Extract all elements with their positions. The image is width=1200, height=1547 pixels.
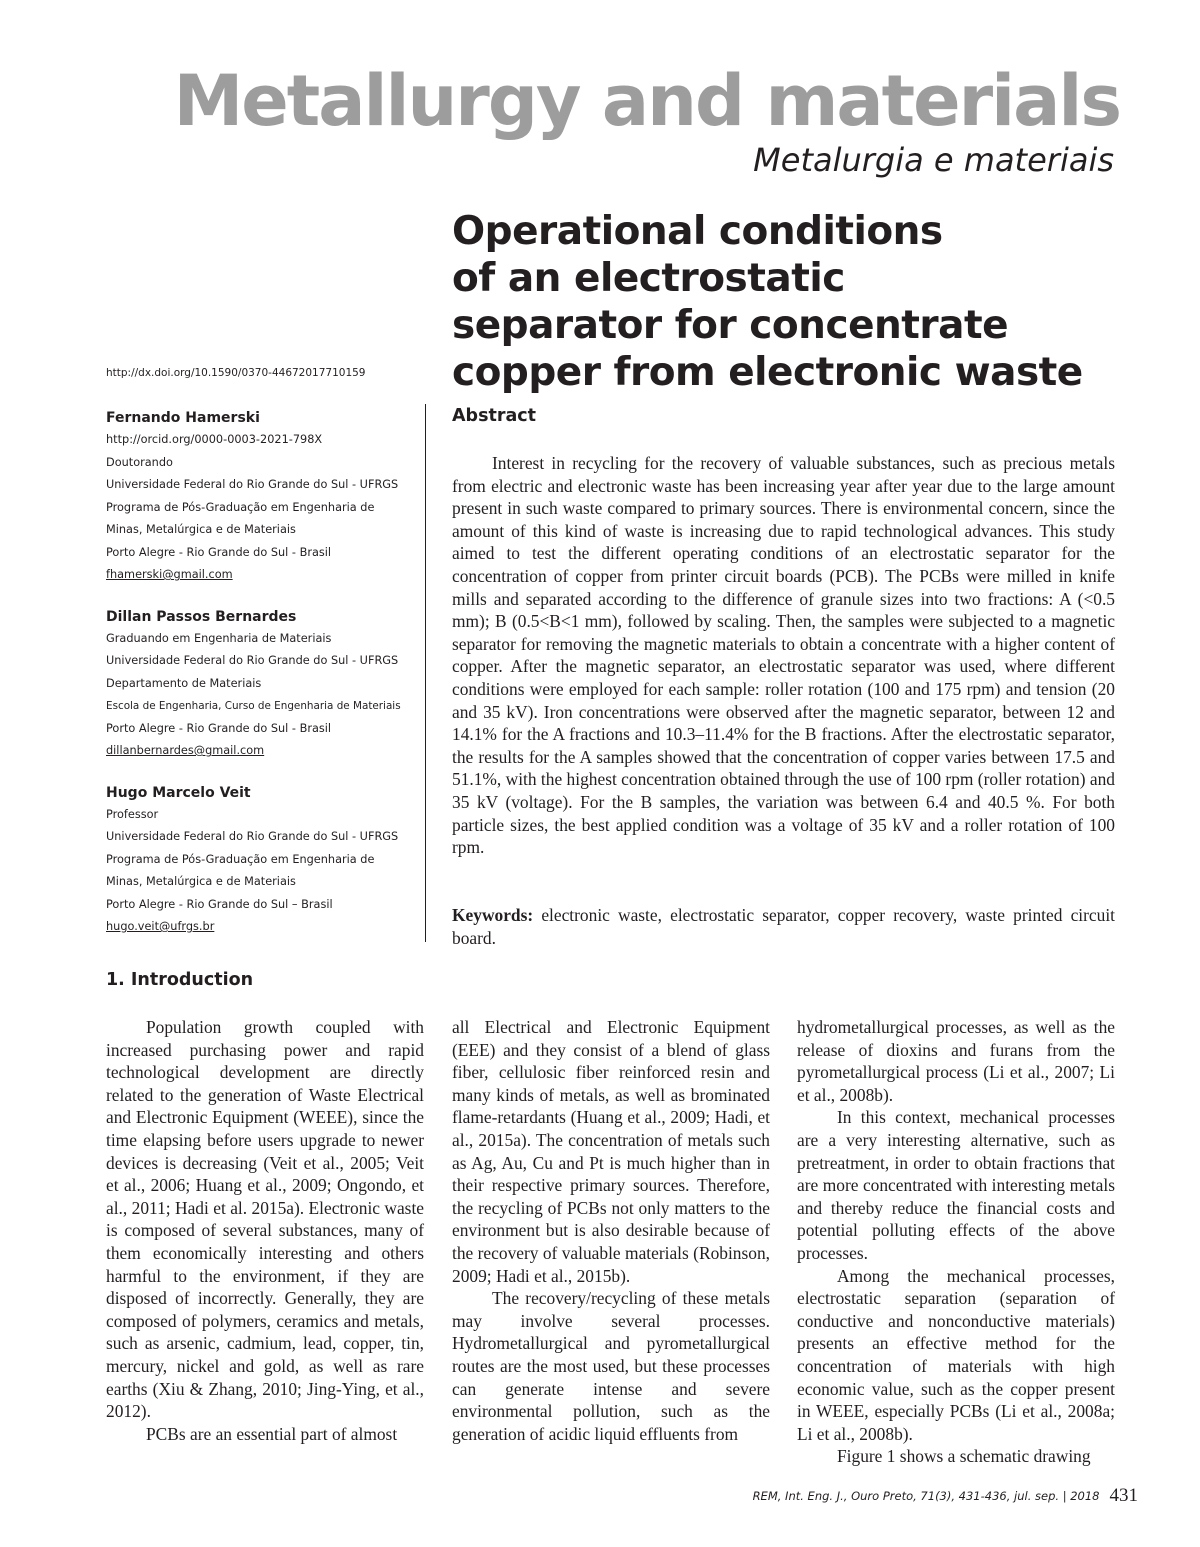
- author-affiliation-line: Porto Alegre - Rio Grande do Sul - Brasil: [106, 545, 332, 559]
- author-name: Fernando Hamerski: [106, 410, 260, 426]
- author-affiliation-line: Minas, Metalúrgica e de Materiais: [106, 875, 296, 888]
- column-divider: [425, 404, 426, 942]
- body-column-1: [106, 1016, 424, 1445]
- body-paragraph: all Electrical and Electronic Equipment (EEE) and they consist of a blend of glass fiber, cellulosic fiber reinforced resin and many kinds of metals, as well as brominated flame-retardants (Huang et al., 2009; Hadi, et al., 2015a). The concentration of metals such as Ag, Au, Cu and Pt is much higher than in their respective primary sources. Therefore, the recycling of PCBs not only matters to the environment but is also desirable because of the recovery of valuable materials (Robinson, 2009; Hadi et al., 2015b).: [452, 1017, 770, 1286]
- author-affiliation-line: Escola de Engenharia, Curso de Engenharia de Materiais: [106, 700, 401, 712]
- author-list: [106, 407, 424, 958]
- author-affiliation-line: Graduando em Engenharia de Materiais: [106, 631, 332, 645]
- doi-link[interactable]: http://dx.doi.org/10.1590/0370-44672017710159: [106, 367, 366, 379]
- author-email-link[interactable]: dillanbernardes@gmail.com: [106, 744, 265, 757]
- abstract-text: Interest in recycling for the recovery of valuable substances, such as precious metals from electric and electronic waste has been increasing year after year due to the large amount present in such waste compared to primary sources. There is environmental concern, since the amount of this kind of waste is increasing due to rapid technological advances. This study aimed to test the different operating conditions of an electrostatic separator for the concentration of copper from printer circuit boards (PCB). The PCBs were milled in knife mills and separated according to the difference of granule sizes into two fractions: A (<0.5 mm); B (0.5<B<1 mm), followed by scaling. Then, the samples were subjected to a magnetic separator for removing the magnetic materials to obtain a concentrate with a higher content of copper. After the magnetic separator, an electrostatic separator was used, where different conditions were employed for each sample: roller rotation (100 and 175 rpm) and tension (20 and 35 kV). Iron concentrations were observed after the magnetic separator, between 12 and 14.1% for the A fractions and 10.3–11.4% for the B fractions. After the electrostatic separator, the results for the A samples showed that the concentration of copper varies between 17.5 and 51.1%, with the highest concentration obtained through the use of 100 rpm (roller rotation) and 35 kV (voltage). For the B samples, the variation was between 6.4 and 40.5 %. For both particle sizes, the best applied condition was a voltage of 35 kV and a roller rotation of 100 rpm.: [452, 453, 1115, 858]
- body-column-3: [797, 1016, 1115, 1468]
- body-paragraph: Among the mechanical processes, electrostatic separation (separation of conductive and nonconductive materials) presents an effective method for the concentration of materials with high economic value, such as the copper present in WEEE, especially PCBs (Li et al., 2008a; Li et al., 2008b).: [797, 1265, 1115, 1444]
- author-block: [106, 782, 424, 939]
- page-footer: [600, 1485, 1138, 1507]
- keywords-text: electronic waste, electrostatic separator, copper recovery, waste printed circuit board.: [452, 905, 1115, 948]
- introduction-heading: 1. Introduction: [106, 970, 254, 990]
- author-block: [106, 606, 424, 763]
- journal-section-title: Metallurgy and materials: [173, 60, 1120, 142]
- author-affiliation-line: Programa de Pós-Graduação em Engenharia de: [106, 500, 375, 514]
- body-paragraph: Population growth coupled with increased purchasing power and rapid technological development are directly related to the generation of Waste Electrical and Electronic Equipment (WEEE), since the time elapsing before users upgrade to newer devices is decreasing (Veit et al., 2005; Veit et al., 2006; Huang et al., 2009; Ongondo, et al., 2011; Hadi et al. 2015a). Electronic waste is composed of several substances, many of them economically interesting and others harmful to the environment, if they are disposed of incorrectly. Generally, they are composed of polymers, ceramics and metals, such as arsenic, cadmium, lead, copper, tin, mercury, nickel and gold, as well as rare earths (Xiu & Zhang, 2010; Jing-Ying, et al., 2012).: [106, 1017, 424, 1422]
- page-number: 431: [1109, 1485, 1138, 1506]
- author-name: Hugo Marcelo Veit: [106, 784, 251, 801]
- keywords: [452, 904, 1115, 949]
- body-column-2: [452, 1016, 770, 1445]
- article-title-line: of an electrostatic: [452, 256, 845, 301]
- author-affiliation-line: Departamento de Materiais: [106, 676, 262, 690]
- author-affiliation-line: Professor: [106, 807, 159, 821]
- journal-section-subtitle: Metalurgia e materiais: [753, 141, 1114, 179]
- author-affiliation-line: Porto Alegre - Rio Grande do Sul – Brasil: [106, 897, 333, 911]
- author-email-link[interactable]: hugo.veit@ufrgs.br: [106, 920, 215, 933]
- orcid-link[interactable]: http://orcid.org/0000-0003-2021-798X: [106, 433, 323, 446]
- author-affiliation-line: Programa de Pós-Graduação em Engenharia de: [106, 852, 375, 866]
- footer-citation: REM, Int. Eng. J., Ouro Preto, 71(3), 431-436, jul. sep. | 2018: [752, 1489, 1100, 1503]
- abstract-heading: Abstract: [452, 406, 537, 426]
- author-affiliation-line: Universidade Federal do Rio Grande do Sul - UFRGS: [106, 830, 399, 843]
- article-title: [452, 208, 1172, 396]
- author-affiliation-line: Minas, Metalúrgica e de Materiais: [106, 523, 296, 536]
- author-affiliation-line: Universidade Federal do Rio Grande do Sul - UFRGS: [106, 654, 399, 667]
- article-title-line: Operational conditions: [452, 209, 943, 254]
- author-affiliation-line: Porto Alegre - Rio Grande do Sul - Brasil: [106, 721, 332, 735]
- body-paragraph: The recovery/recycling of these metals may involve several processes. Hydrometallurgical and pyrometallurgical routes are the most used, but these processes can generate intense and severe environmental pollution, such as the generation of acidic liquid effluents from: [452, 1288, 770, 1444]
- article-title-line: separator for concentrate: [452, 303, 1009, 348]
- body-paragraph: Figure 1 shows a schematic drawing: [837, 1446, 1091, 1467]
- author-affiliation-line: Universidade Federal do Rio Grande do Sul - UFRGS: [106, 478, 399, 491]
- author-name: Dillan Passos Bernardes: [106, 608, 297, 625]
- body-paragraph: hydrometallurgical processes, as well as the release of dioxins and furans from the pyrometallurgical process (Li et al., 2007; Li et al., 2008b).: [797, 1017, 1115, 1105]
- author-block: [106, 407, 424, 587]
- body-paragraph: In this context, mechanical processes are a very interesting alternative, such as pretreatment, in order to obtain fractions that are more concentrated with interesting metals and thereby reduce the financial costs and potential polluting effects of the above processes.: [797, 1107, 1115, 1263]
- author-affiliation-line: Doutorando: [106, 455, 173, 469]
- body-paragraph: PCBs are an essential part of almost: [146, 1423, 398, 1444]
- article-title-line: copper from electronic waste: [452, 350, 1083, 395]
- author-email-link[interactable]: fhamerski@gmail.com: [106, 568, 233, 581]
- keywords-label: Keywords:: [452, 905, 534, 925]
